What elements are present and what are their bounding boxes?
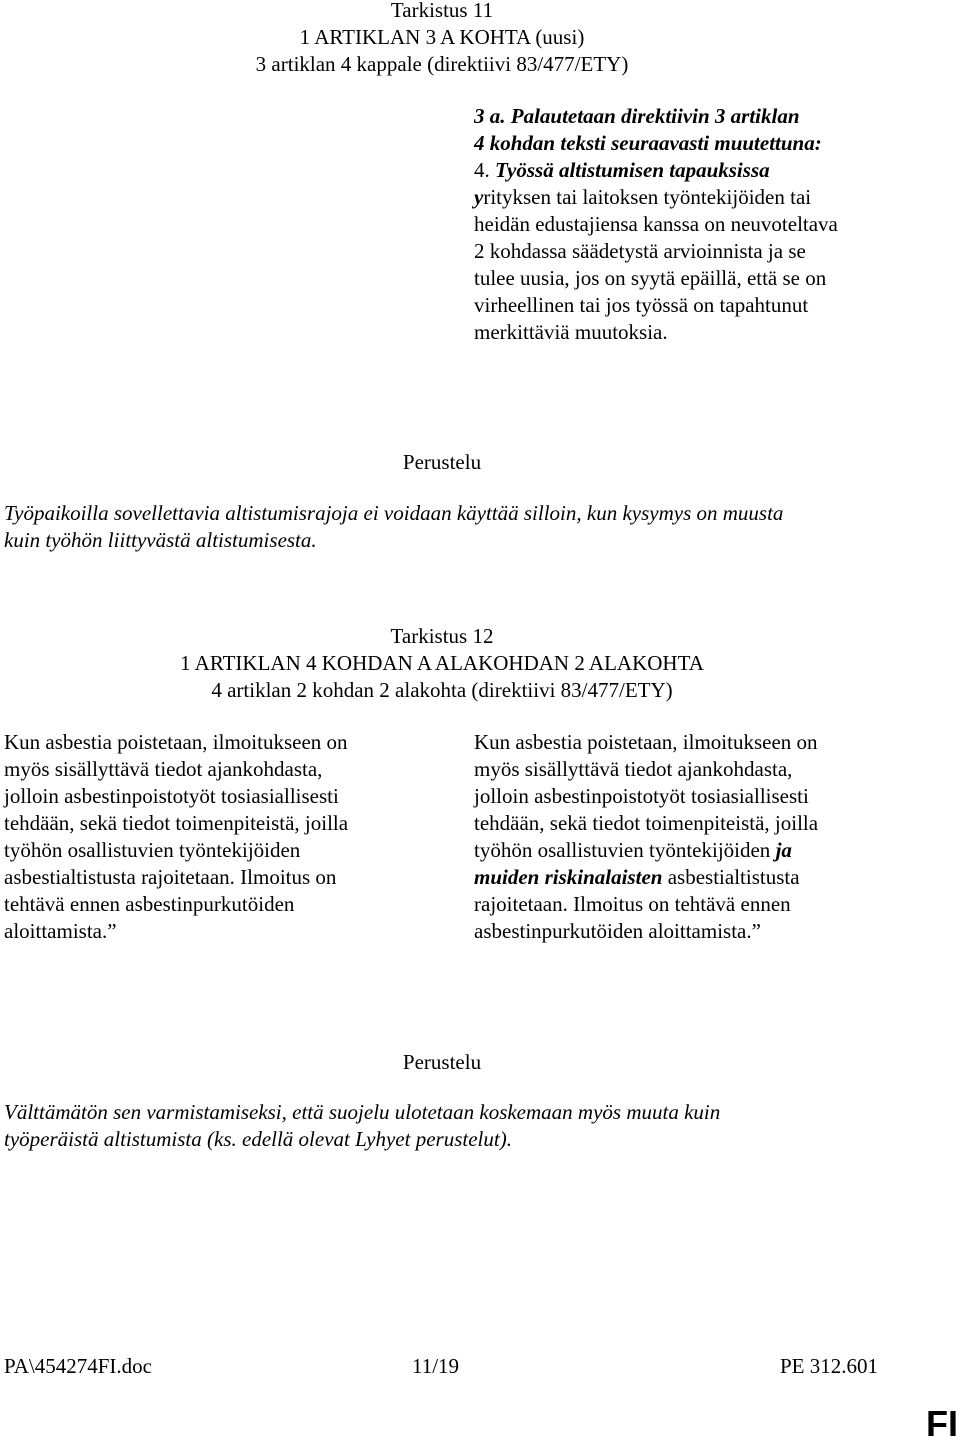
amendment-12-justification-line-2: työperäistä altistumista (ks. edellä olevat Lyhyet perustelut). — [4, 1127, 512, 1151]
amended-line-5 — [474, 837, 818, 864]
amendment-11-article: 1 ARTIKLAN 3 A KOHTA (uusi) — [299, 25, 585, 49]
amended-line-6-bold: muiden riskinalaisten — [474, 865, 663, 889]
amendment-11-reference: 3 artiklan 4 kappale (direktiivi 83/477/ETY) — [255, 52, 629, 76]
original-line: työhön osallistuvien työntekijöiden — [4, 838, 301, 862]
footer-pe-ref: PE 312.601 — [780, 1354, 879, 1378]
amendment-11-line-4 — [474, 184, 838, 211]
footer-doc-ref: PA\454274FI.doc — [4, 1354, 152, 1378]
original-line: tehtävä ennen asbestinpurkutöiden — [4, 892, 295, 916]
paragraph-number: 4. — [474, 158, 490, 182]
amendment-11-line-7: tulee uusia, jos on syytä epäillä, että se on — [474, 266, 827, 290]
original-line: asbestialtistusta rajoitetaan. Ilmoitus on — [4, 865, 337, 889]
amendment-11-line-1: 3 a. Palautetaan direktiivin 3 artiklan — [474, 104, 800, 128]
amended-line-4: tehdään, sekä tiedot toimenpiteistä, joilla — [474, 811, 819, 835]
amendment-11-line-9: merkittäviä muutoksia. — [474, 320, 668, 344]
footer-page-number: 11/19 — [412, 1354, 460, 1378]
original-line: Kun asbestia poistetaan, ilmoitukseen on — [4, 730, 348, 754]
amendment-11-line-4-rest: rityksen tai laitoksen työntekijöiden tai — [483, 185, 812, 209]
amendment-11-line-6: 2 kohdassa säädetystä arvioinnista ja se — [474, 239, 806, 263]
amendment-11-justification — [4, 500, 783, 554]
amended-line-3: jolloin asbestinpoistotyöt tosiasiallisesti — [474, 784, 809, 808]
amendment-12-article: 1 ARTIKLAN 4 KOHDAN A ALAKOHDAN 2 ALAKOHTA — [180, 651, 704, 675]
amendment-12-justification-line-1: Välttämätön sen varmistamiseksi, että suojelu ulotetaan koskemaan myös muuta kuin — [4, 1100, 721, 1124]
amended-line-6 — [474, 864, 818, 891]
amendment-11-bold-phrase: Työssä altistumisen tapauksissa — [495, 158, 770, 182]
amended-line-6-plain: asbestialtistusta — [662, 865, 800, 889]
original-line: myös sisällyttävä tiedot ajankohdasta, — [4, 757, 323, 781]
amended-line-1: Kun asbestia poistetaan, ilmoitukseen on — [474, 730, 818, 754]
amendment-12-reference: 4 artiklan 2 kohdan 2 alakohta (direktiivi 83/477/ETY) — [211, 678, 673, 702]
amendment-12-justification — [4, 1099, 720, 1153]
amendment-12-original-text — [4, 729, 348, 945]
language-code: FI — [926, 1403, 958, 1444]
amendment-11-line-2: 4 kohdan teksti seuraavasti muutettuna: — [474, 131, 822, 155]
original-line: aloittamista.” — [4, 919, 117, 943]
amended-line-8: asbestinpurkutöiden aloittamista.” — [474, 919, 761, 943]
amendment-11-line-3 — [474, 157, 838, 184]
amended-line-5-bold: ja — [770, 838, 792, 862]
amendment-11-justification-line-1: Työpaikoilla sovellettavia altistumisrajoja ei voidaan käyttää silloin, kun kysymys on muusta — [4, 501, 784, 525]
original-line: tehdään, sekä tiedot toimenpiteistä, joilla — [4, 811, 349, 835]
original-line: jolloin asbestinpoistotyöt tosiasiallisesti — [4, 784, 339, 808]
amendment-11-line-8: virheellinen tai jos työssä on tapahtunut — [474, 293, 809, 317]
amendment-11-line-5: heidän edustajiensa kanssa on neuvoteltava — [474, 212, 838, 236]
amendment-12-justification-heading: Perustelu — [402, 1050, 482, 1074]
amendment-11-justification-line-2: kuin työhön liittyvästä altistumisesta. — [4, 528, 317, 552]
amendment-12-title: Tarkistus 12 — [390, 624, 494, 648]
amendment-11-justification-heading: Perustelu — [402, 450, 482, 474]
amendment-11-title: Tarkistus 11 — [390, 0, 494, 22]
amendment-11-bold-letter: y — [474, 185, 484, 209]
amended-line-7: rajoitetaan. Ilmoitus on tehtävä ennen — [474, 892, 791, 916]
amended-line-5-plain: työhön osallistuvien työntekijöiden — [474, 838, 771, 862]
amendment-12-amended-text — [474, 729, 818, 945]
amended-line-2: myös sisällyttävä tiedot ajankohdasta, — [474, 757, 793, 781]
amendment-11-text — [474, 103, 838, 346]
